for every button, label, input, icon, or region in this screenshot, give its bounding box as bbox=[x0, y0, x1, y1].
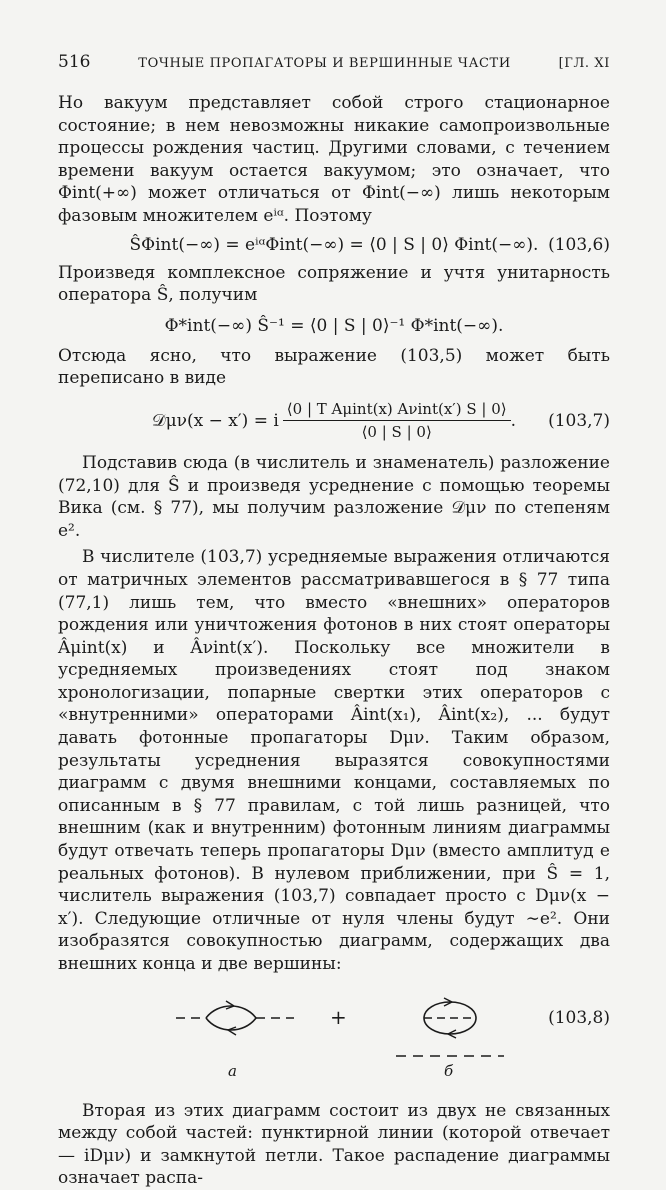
equation-body: Φ*int(−∞) Ŝ⁻¹ = ⟨0 | S | 0⟩⁻¹ Φ*int(−∞). bbox=[164, 315, 504, 336]
fraction bbox=[283, 400, 511, 441]
fraction-numerator: ⟨0 | T Aμint(x) Aνint(x′) S | 0⟩ bbox=[283, 400, 511, 421]
diagram-b bbox=[396, 998, 504, 1056]
equation-conjugate bbox=[58, 307, 610, 345]
paragraph-2: Произведя комплексное сопряжение и учтя унитарность оператора Ŝ, получим bbox=[58, 262, 610, 306]
diagram-a bbox=[176, 1001, 294, 1035]
equation-lhs: 𝒟μν(x − x′) = i bbox=[152, 410, 279, 431]
paragraph-6: Вторая из этих диаграмм состоит из двух не связанных между собой частей: пунктирной линии (которой отвечает — iDμν) и замкнутой петли. Такое распадение диаграммы означает распа- bbox=[58, 1100, 610, 1189]
equation-103-7 bbox=[58, 390, 610, 452]
paragraph-1: Но вакуум представляет собой строго стационарное состояние; в нем невозможны никакие самопроизвольные процессы рождения частиц. Другими словами, с течением времени вакуум остается вакуумом; это означает, что Φint(+∞) может отличаться от Φint(−∞) лишь некоторым фазовым множителем eⁱᵅ. Поэтому bbox=[58, 93, 610, 226]
arrow-icon bbox=[228, 1027, 236, 1035]
page-number: 516 bbox=[58, 52, 91, 72]
equation-number: (103,7) bbox=[548, 410, 610, 431]
fraction-denominator: ⟨0 | S | 0⟩ bbox=[361, 423, 432, 442]
equation-body: ŜΦint(−∞) = eⁱᵅΦint(−∞) = ⟨0 | S | 0⟩ Φint(−∞). bbox=[129, 234, 539, 255]
diagram-label-a: а bbox=[228, 1061, 237, 1080]
chapter-title: ТОЧНЫЕ ПРОПАГАТОРЫ И ВЕРШИННЫЕ ЧАСТИ bbox=[138, 56, 511, 71]
feynman-diagrams-103-8 bbox=[58, 982, 610, 1100]
chapter-ref: [ГЛ. XI bbox=[558, 56, 610, 71]
paragraph-4: Подставив сюда (в числитель и знаменатель) разложение (72,10) для Ŝ и произведя усреднение с помощью теоремы Вика (см. § 77), мы получим разложение 𝒟μν по степеням e². bbox=[58, 452, 610, 541]
book-page bbox=[58, 52, 610, 1190]
equation-tail: . bbox=[510, 410, 516, 431]
paragraph-5: В числителе (103,7) усредняемые выражения отличаются от матричных элементов рассматривавшегося в § 77 типа (77,1) лишь тем, что вместо «внешних» операторов рождения или уничтожения фотонов в них стоят операторы Âμint(x) и Âνint(x′). Поскольку все множители в усредняемых произведениях стоят под знаком хронологизации, попарные свертки этих операторов с «внутренними» операторами Âint(x₁), Âint(x₂), ... будут давать фотонные пропагаторы Dμν. Таким образом, результаты усреднения выразятся совокупностями диаграмм с двумя внешними концами, составляемых по описанным в § 77 правилам, с той лишь разницей, что внешним (как и внутренним) фотонным линиям диаграммы будут отвечать теперь пропагаторы Dμν (вместо амплитуд e реальных фотонов). В нулевом приближении, при Ŝ = 1, числитель выражения (103,7) совпадает просто с Dμν(x − x′). Следующие отличные от нуля члены будут ∼e². Они изобразятся совокупностью диаграмм, содержащих два внешних конца и две вершины: bbox=[58, 547, 610, 974]
paragraph-3: Отсюда ясно, что выражение (103,5) может быть переписано в виде bbox=[58, 345, 610, 389]
diagrams-svg bbox=[58, 982, 610, 1100]
diagram-label-b: б bbox=[444, 1061, 454, 1080]
plus-sign: + bbox=[330, 1004, 347, 1029]
arrow-icon bbox=[226, 1001, 234, 1009]
running-header bbox=[58, 52, 610, 72]
equation-103-6 bbox=[58, 228, 610, 262]
equation-number: (103,6) bbox=[548, 234, 610, 255]
equation-number: (103,8) bbox=[548, 1007, 610, 1028]
